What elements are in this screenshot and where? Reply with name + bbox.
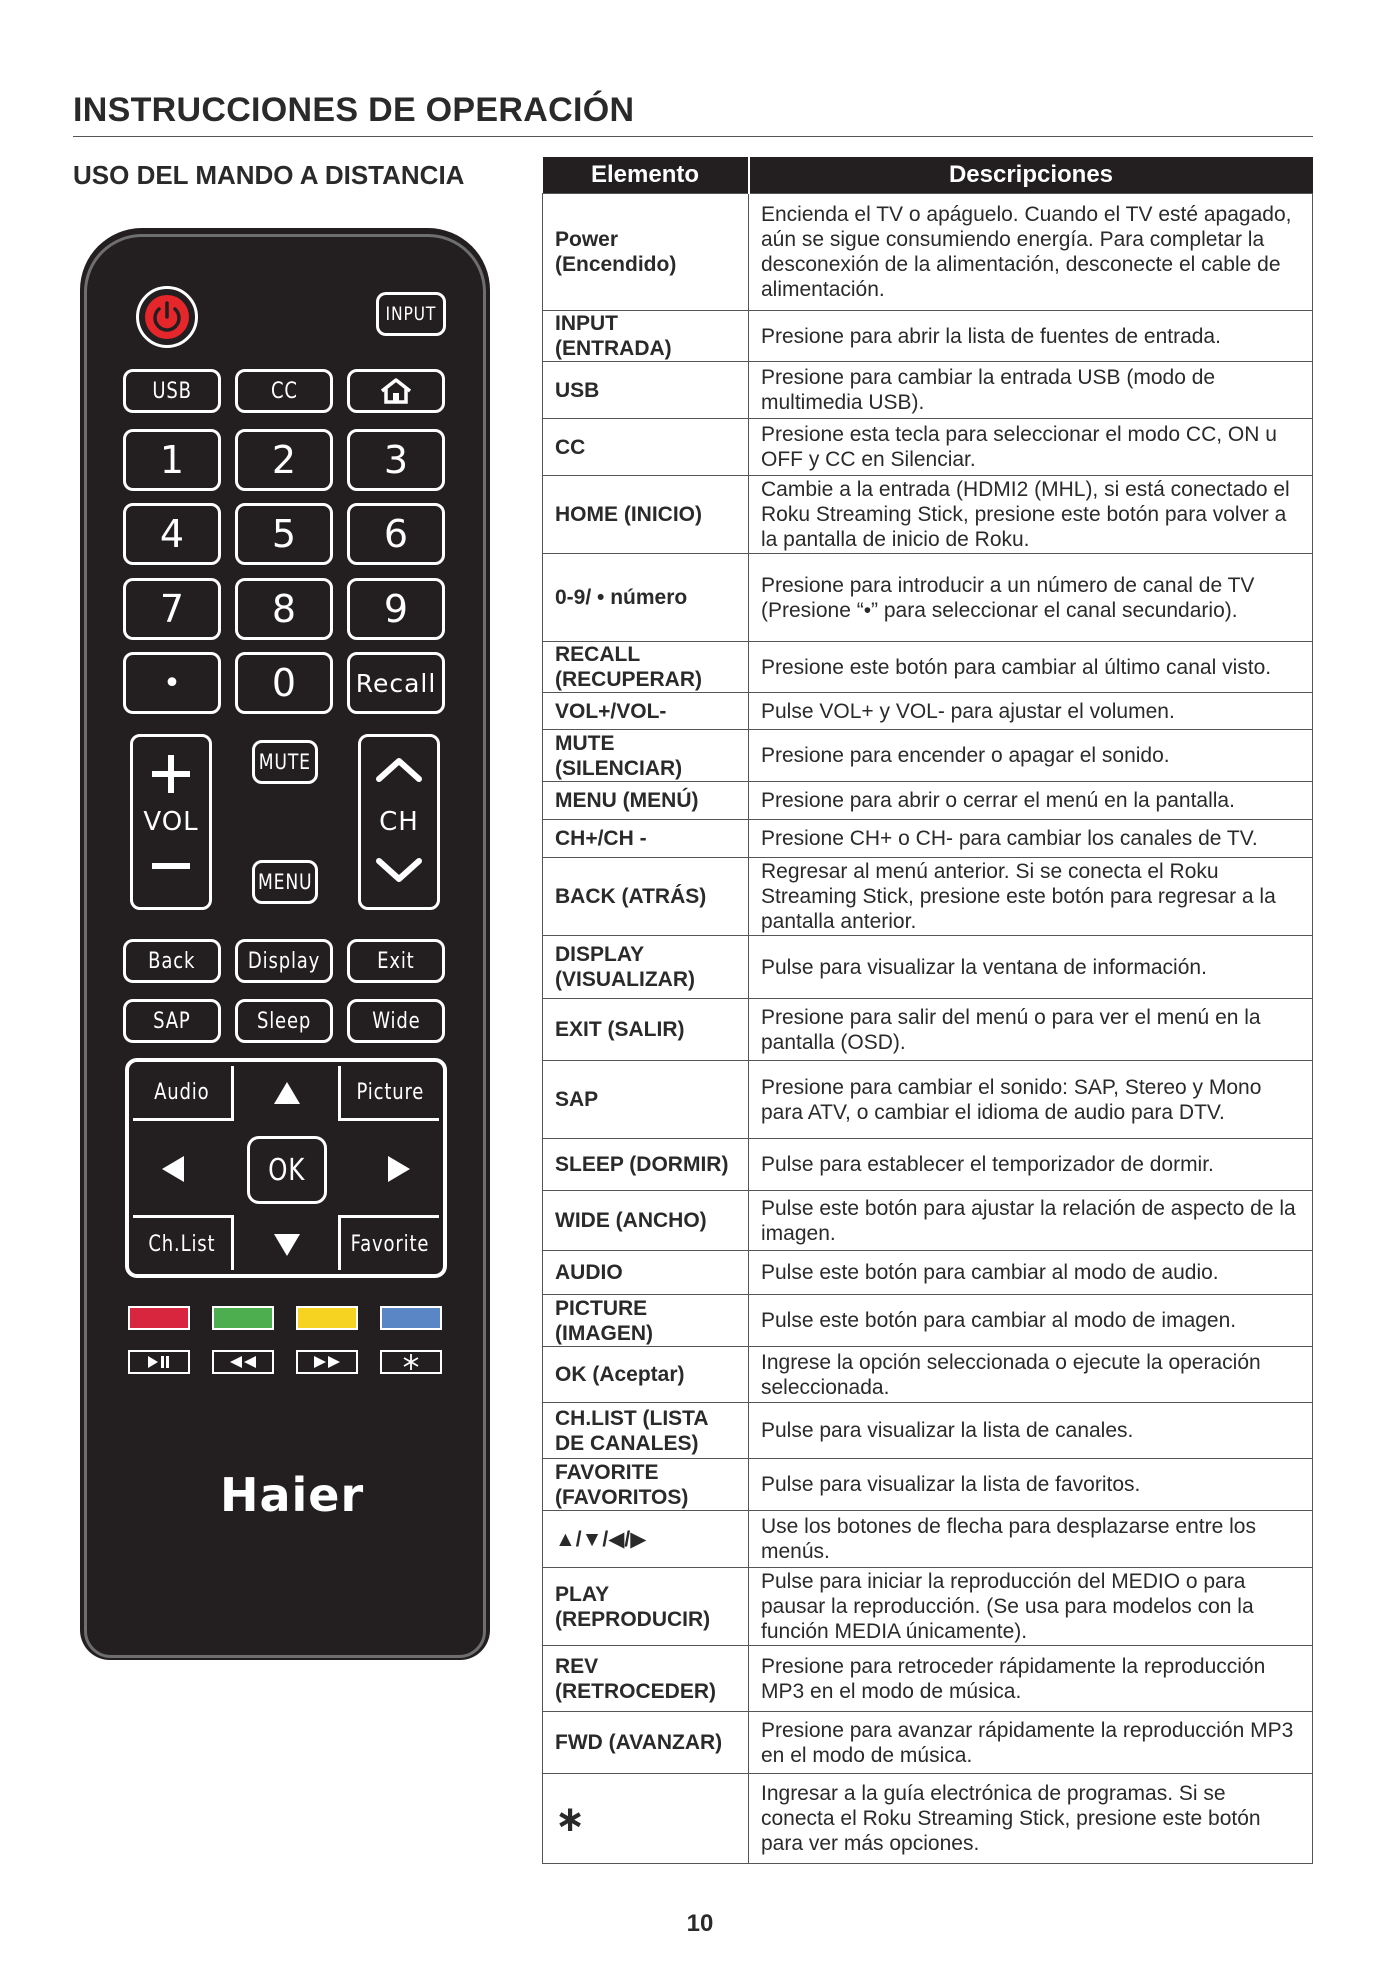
table-row (543, 1774, 1313, 1864)
picture-button-label: Picture (356, 1079, 424, 1105)
cc-button[interactable] (235, 369, 333, 413)
display-button-label: Display (247, 948, 321, 974)
star-button[interactable] (380, 1350, 442, 1374)
description-cell: Pulse para visualizar la ventana de información. (749, 936, 1313, 999)
table-row (543, 693, 1313, 730)
table-row (543, 362, 1313, 419)
home-button[interactable] (347, 369, 445, 413)
usb-button-label: USB (152, 378, 192, 404)
element-cell: CC (543, 419, 749, 476)
element-cell: HOME (INICIO) (543, 476, 749, 554)
green-key[interactable] (212, 1306, 274, 1330)
fast-forward-icon (310, 1355, 344, 1369)
description-cell: Presione este botón para cambiar al último canal visto. (749, 642, 1313, 693)
ch-label: CH (379, 807, 419, 837)
wide-button[interactable] (347, 999, 445, 1043)
sleep-button[interactable] (235, 999, 333, 1043)
chlist-button[interactable] (133, 1215, 234, 1270)
rewind-button[interactable] (212, 1350, 274, 1374)
table-row (543, 1295, 1313, 1347)
element-cell: DISPLAY (VISUALIZAR) (543, 936, 749, 999)
element-cell: REV (RETROCEDER) (543, 1646, 749, 1712)
header-elemento: Elemento (543, 157, 749, 194)
element-cell: MENU (MENÚ) (543, 782, 749, 820)
description-cell: Presione para abrir la lista de fuentes de entrada. (749, 311, 1313, 362)
description-cell: Cambie a la entrada (HDMI2 (MHL), si está conectado el Roku Streaming Stick, presione este botón para volver a la pantalla de inicio de Roku. (749, 476, 1313, 554)
table-row (543, 1061, 1313, 1139)
digit-1-button[interactable]: 1 (123, 429, 221, 491)
header-descripciones: Descripciones (749, 157, 1313, 194)
element-cell: CH.LIST (LISTA DE CANALES) (543, 1403, 749, 1459)
table-header-row (543, 157, 1313, 194)
back-button-label: Back (148, 948, 196, 974)
digit-9-button[interactable]: 9 (347, 578, 445, 640)
power-button[interactable] (136, 286, 198, 348)
chevron-up-icon (375, 755, 423, 783)
element-cell: Power (Encendido) (543, 194, 749, 311)
display-button[interactable] (235, 939, 333, 983)
table-row (543, 1459, 1313, 1511)
fast-forward-button[interactable] (296, 1350, 358, 1374)
description-cell: Pulse para establecer el temporizador de dormir. (749, 1139, 1313, 1191)
element-cell: OK (Aceptar) (543, 1347, 749, 1403)
description-cell: Pulse este botón para cambiar al modo de audio. (749, 1251, 1313, 1295)
table-row (543, 476, 1313, 554)
input-button-label: INPUT (385, 303, 437, 325)
title-divider (73, 136, 1313, 137)
arrow-up-icon[interactable] (272, 1080, 302, 1106)
description-cell: Use los botones de flecha para desplazarse entre los menús. (749, 1511, 1313, 1568)
input-button[interactable] (376, 292, 446, 336)
section-title: USO DEL MANDO A DISTANCIA (73, 160, 465, 190)
table-row (543, 311, 1313, 362)
digit-3-button[interactable]: 3 (347, 429, 445, 491)
picture-button[interactable] (338, 1066, 439, 1121)
arrow-down-icon[interactable] (272, 1232, 302, 1258)
blue-key[interactable] (380, 1306, 442, 1330)
description-cell: Pulse VOL+ y VOL- para ajustar el volumen. (749, 693, 1313, 730)
element-cell: WIDE (ANCHO) (543, 1191, 749, 1251)
digit-7-button[interactable]: 7 (123, 578, 221, 640)
description-cell: Presione para cambiar la entrada USB (modo de multimedia USB). (749, 362, 1313, 419)
description-cell: Presione para retroceder rápidamente la reproducción MP3 en el modo de música. (749, 1646, 1313, 1712)
description-cell: Presione para salir del menú o para ver el menú en la pantalla (OSD). (749, 999, 1313, 1061)
chevron-down-icon (375, 857, 423, 885)
description-cell: Ingrese la opción seleccionada o ejecute la operación seleccionada. (749, 1347, 1313, 1403)
mute-button[interactable] (252, 740, 318, 784)
vol-label: VOL (143, 807, 199, 837)
audio-button-label: Audio (154, 1079, 210, 1105)
description-cell: Pulse para visualizar la lista de favoritos. (749, 1459, 1313, 1511)
ok-button-label: OK (268, 1152, 306, 1188)
table-row (543, 554, 1313, 642)
description-cell: Presione para introducir a un número de canal de TV (Presione “•” para seleccionar el canal secundario). (749, 554, 1313, 642)
table-row (543, 1191, 1313, 1251)
element-cell: 0-9/ • número (543, 554, 749, 642)
table-row (543, 419, 1313, 476)
menu-button[interactable] (252, 860, 318, 904)
element-cell: FAVORITE (FAVORITOS) (543, 1459, 749, 1511)
volume-rocker[interactable] (130, 734, 212, 910)
element-cell: SAP (543, 1061, 749, 1139)
dot-button[interactable]: • (123, 652, 221, 714)
description-cell: Encienda el TV o apáguelo. Cuando el TV esté apagado, aún se sigue consumiendo energía. Para completar la desconexión de la alimentación, desconecte el cable de alimentación. (749, 194, 1313, 311)
element-cell: USB (543, 362, 749, 419)
digit-5-button[interactable]: 5 (235, 503, 333, 565)
power-icon (143, 293, 191, 341)
table-row (543, 730, 1313, 782)
digit-4-button[interactable]: 4 (123, 503, 221, 565)
table-row (543, 1347, 1313, 1403)
red-key[interactable] (128, 1306, 190, 1330)
favorite-button[interactable] (338, 1215, 439, 1270)
digit-0-button[interactable]: 0 (235, 652, 333, 714)
digit-2-button[interactable]: 2 (235, 429, 333, 491)
description-cell: Presione esta tecla para seleccionar el modo CC, ON u OFF y CC en Silenciar. (749, 419, 1313, 476)
table-row (543, 858, 1313, 936)
plus-icon (150, 753, 192, 795)
play-pause-button[interactable] (128, 1350, 190, 1374)
table-row (543, 820, 1313, 858)
description-cell: Pulse para iniciar la reproducción del MEDIO o para pausar la reproducción. (Se usa para modelos con la función MEDIA únicamente). (749, 1568, 1313, 1646)
digit-6-button[interactable]: 6 (347, 503, 445, 565)
digit-8-button[interactable]: 8 (235, 578, 333, 640)
ok-button[interactable] (247, 1136, 327, 1204)
description-cell: Presione para abrir o cerrar el menú en la pantalla. (749, 782, 1313, 820)
audio-button[interactable] (133, 1066, 234, 1121)
chlist-button-label: Ch.List (148, 1231, 216, 1257)
exit-button[interactable] (347, 939, 445, 983)
menu-button-label: MENU (257, 870, 313, 894)
page-title: INSTRUCCIONES DE OPERACIÓN (73, 91, 635, 129)
table-row (543, 642, 1313, 693)
element-cell: FWD (AVANZAR) (543, 1712, 749, 1774)
arrow-left-icon[interactable] (160, 1154, 186, 1184)
play-pause-icon (144, 1355, 174, 1369)
table-row (543, 1511, 1313, 1568)
table-row (543, 1139, 1313, 1191)
description-cell: Pulse para visualizar la lista de canales. (749, 1403, 1313, 1459)
element-cell: RECALL (RECUPERAR) (543, 642, 749, 693)
description-cell: Presione para avanzar rápidamente la reproducción MP3 en el modo de música. (749, 1712, 1313, 1774)
sap-button[interactable] (123, 999, 221, 1043)
element-cell: MUTE (SILENCIAR) (543, 730, 749, 782)
table-row (543, 936, 1313, 999)
description-cell: Regresar al menú anterior. Si se conecta el Roku Streaming Stick, presione este botón para regresar a la pantalla anterior. (749, 858, 1313, 936)
usb-button[interactable] (123, 369, 221, 413)
element-cell: SLEEP (DORMIR) (543, 1139, 749, 1191)
back-button[interactable] (123, 939, 221, 983)
rewind-icon (226, 1355, 260, 1369)
table-row (543, 782, 1313, 820)
table-row (543, 999, 1313, 1061)
page-number: 10 (686, 1910, 714, 1937)
element-cell: ∗ (543, 1774, 749, 1864)
yellow-key[interactable] (296, 1306, 358, 1330)
description-cell: Ingresar a la guía electrónica de programas. Si se conecta el Roku Streaming Stick, presione este botón para ver más opciones. (749, 1774, 1313, 1864)
sap-button-label: SAP (153, 1008, 191, 1034)
element-cell: PICTURE (IMAGEN) (543, 1295, 749, 1347)
table-row (543, 1712, 1313, 1774)
element-cell: AUDIO (543, 1251, 749, 1295)
table-row (543, 194, 1313, 311)
wide-button-label: Wide (371, 1008, 421, 1034)
description-cell: Pulse este botón para cambiar al modo de imagen. (749, 1295, 1313, 1347)
channel-rocker[interactable] (358, 734, 440, 910)
sleep-button-label: Sleep (256, 1008, 312, 1034)
brand-logo: Haier (220, 1468, 365, 1522)
element-cell: VOL+/VOL- (543, 693, 749, 730)
description-cell: Pulse este botón para ajustar la relación de aspecto de la imagen. (749, 1191, 1313, 1251)
table-row (543, 1251, 1313, 1295)
table-row (543, 1646, 1313, 1712)
table-row (543, 1403, 1313, 1459)
table-row (543, 1568, 1313, 1646)
cc-button-label: CC (270, 378, 298, 404)
description-cell: Presione CH+ o CH- para cambiar los canales de TV. (749, 820, 1313, 858)
mute-button-label: MUTE (258, 750, 312, 774)
button-description-table (542, 157, 1313, 1864)
home-icon (379, 377, 413, 405)
asterisk-icon (402, 1353, 420, 1371)
element-cell: BACK (ATRÁS) (543, 858, 749, 936)
element-cell: ▲/▼/◀/▶ (543, 1511, 749, 1568)
element-cell: EXIT (SALIR) (543, 999, 749, 1061)
exit-button-label: Exit (377, 948, 415, 974)
element-cell: INPUT (ENTRADA) (543, 311, 749, 362)
element-cell: CH+/CH - (543, 820, 749, 858)
minus-icon (150, 860, 192, 872)
favorite-button-label: Favorite (350, 1231, 430, 1257)
description-cell: Presione para encender o apagar el sonido. (749, 730, 1313, 782)
description-cell: Presione para cambiar el sonido: SAP, Stereo y Mono para ATV, o cambiar el idioma de audio para DTV. (749, 1061, 1313, 1139)
element-cell: PLAY (REPRODUCIR) (543, 1568, 749, 1646)
recall-button[interactable]: Recall (347, 652, 445, 714)
arrow-right-icon[interactable] (386, 1154, 412, 1184)
